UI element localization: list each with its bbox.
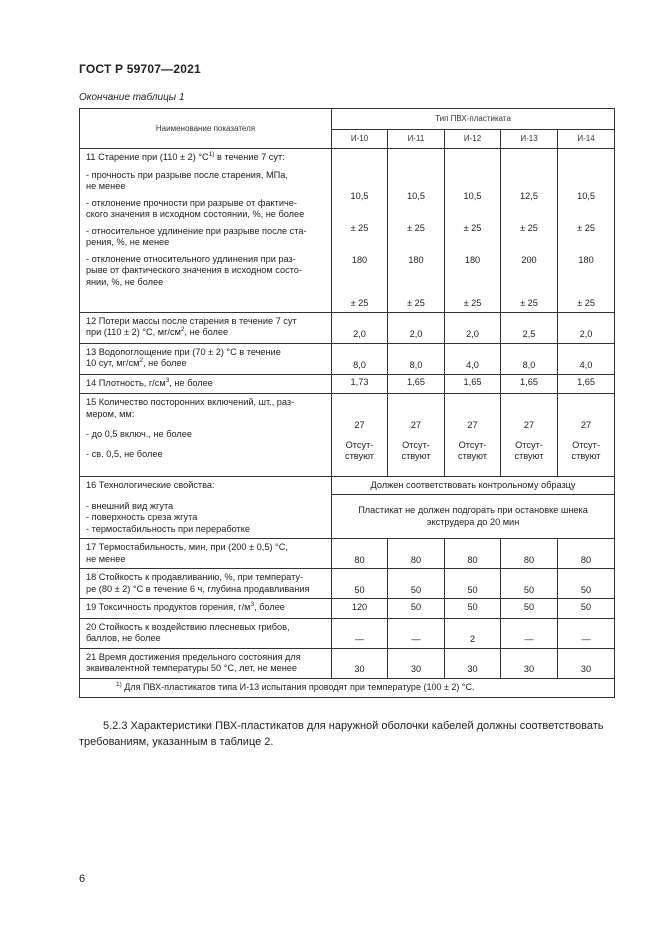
- aging-values: [388, 149, 445, 313]
- row-text: ского значения в исходном состоянии, %, не более: [86, 209, 305, 219]
- cell-value: 8,0: [332, 343, 388, 374]
- spanning-value: Должен соответствовать контрольному образцу: [332, 476, 615, 495]
- cell-value: 1,65: [558, 374, 615, 394]
- row-text: - термостабильность при переработке: [86, 523, 250, 534]
- cell-value: 80: [445, 539, 501, 569]
- paragraph-line: 5.2.3 Характеристики ПВХ-пластикатов для наружной оболочки кабелей должны соответствовать: [103, 720, 604, 732]
- row-text: 13 Водопоглощение при (70 ± 2) °С в течение: [86, 346, 281, 357]
- cell-value: ± 25: [577, 298, 595, 308]
- table-row: [80, 599, 615, 619]
- row-text: 16 Технологические свойства:: [86, 479, 215, 490]
- superscript: 3: [250, 601, 255, 608]
- row-text: , не более: [169, 377, 213, 388]
- table-row: [80, 394, 615, 477]
- cell-value: 27: [523, 420, 535, 430]
- row-text: рения, %, не менее: [86, 237, 170, 247]
- cell-value: ± 25: [407, 298, 425, 308]
- cell-value: Отсут-: [345, 439, 374, 450]
- footnote-marker: 1): [208, 151, 215, 158]
- cell-value: 2,5: [501, 312, 558, 343]
- cell-value: 27: [354, 420, 365, 430]
- column-header: И-14: [558, 130, 615, 149]
- cell-value: 4,0: [445, 343, 501, 374]
- column-header: И-13: [501, 130, 558, 149]
- row-text: Пластикат не должен подгорать при остановке шнека: [358, 505, 588, 515]
- cell-value: 80: [501, 539, 558, 569]
- cell-value: 8,0: [388, 343, 445, 374]
- row-text: - внешний вид жгута: [86, 500, 174, 511]
- cell-value: 50: [388, 599, 445, 619]
- row-text: , не более: [143, 358, 187, 368]
- cell-value: 80: [558, 539, 615, 569]
- cell-value: 180: [578, 254, 594, 265]
- table-row: [80, 495, 615, 539]
- row-text: , более: [254, 602, 285, 612]
- cell-value: 27: [467, 420, 478, 430]
- row-text: - до 0,5 включ., не более: [86, 429, 192, 439]
- row-label: [80, 495, 332, 539]
- inclusions-values: [388, 394, 445, 477]
- row-text: - отклонение прочности при разрыве от фактиче-: [86, 197, 297, 208]
- table-row: [80, 374, 615, 394]
- cell-value: 30: [501, 648, 558, 678]
- row-text: 12 Потери массы после старения в течение 7 сут: [86, 315, 297, 326]
- inclusions-values: [558, 394, 615, 477]
- cell-value: 200: [521, 254, 537, 265]
- cell-value: ствуют: [401, 451, 431, 461]
- row-label: [80, 599, 332, 619]
- cell-value: Отсут-: [572, 439, 600, 450]
- row-text: 19 Токсичность продуктов горения, г/м: [86, 602, 251, 612]
- table-footnote: [80, 678, 615, 698]
- cell-value: 80: [332, 539, 388, 569]
- cell-value: 180: [408, 254, 424, 265]
- cell-value: 50: [445, 569, 501, 599]
- cell-value: 180: [351, 254, 368, 265]
- cell-value: —: [332, 618, 388, 648]
- paragraph-line: требованиям, указанным в таблице 2.: [79, 736, 274, 748]
- footnote-text: Для ПВХ-пластикатов типа И-13 испытания проводят при температуре (100 ± 2) °С.: [121, 681, 475, 692]
- cell-value: 2,0: [558, 312, 615, 343]
- cell-value: ± 25: [407, 222, 425, 233]
- cell-value: ствуют: [458, 451, 487, 461]
- cell-value: 27: [580, 420, 592, 430]
- cell-value: 180: [464, 254, 481, 265]
- row-text: 17 Термостабильность, мин, при (200 ± 0,5) °С,: [86, 542, 288, 552]
- row-text: не менее: [86, 181, 126, 191]
- spanning-value: [332, 495, 615, 539]
- properties-table: [79, 108, 615, 698]
- name-column-header: Наименование показателя: [80, 109, 332, 149]
- row-text: баллов, не более: [86, 633, 161, 643]
- row-text: янии, %, не более: [86, 276, 164, 287]
- body-paragraph: [79, 718, 616, 750]
- table-caption: Окончание таблицы 1: [79, 92, 185, 103]
- cell-value: 1,65: [445, 374, 501, 394]
- aging-values: [445, 149, 501, 313]
- document-code: ГОСТ Р 59707—2021: [79, 62, 201, 76]
- row-label: [80, 374, 332, 394]
- row-text: экструдера до 20 мин: [426, 516, 520, 527]
- cell-value: ± 25: [520, 298, 538, 308]
- row-text: 18 Стойкость к продавливанию, %, при температу-: [86, 572, 304, 582]
- cell-value: 30: [388, 648, 445, 678]
- row-label: [80, 569, 332, 599]
- row-text: 20 Стойкость к воздействию плесневых грибов,: [86, 621, 290, 632]
- cell-value: 1,65: [501, 374, 558, 394]
- cell-value: 2: [445, 618, 501, 648]
- cell-value: 30: [332, 648, 388, 678]
- row-text: не менее: [86, 553, 126, 564]
- cell-value: ± 25: [520, 222, 538, 233]
- column-header: И-11: [388, 130, 445, 149]
- table-row: [80, 149, 615, 313]
- column-header: И-12: [445, 130, 501, 149]
- cell-value: 2,0: [445, 312, 501, 343]
- cell-value: 50: [332, 569, 388, 599]
- cell-value: Отсут-: [458, 439, 487, 450]
- superscript: 2: [180, 326, 185, 333]
- cell-value: 2,0: [332, 312, 388, 343]
- row-label: [80, 394, 332, 477]
- table-row: [80, 343, 615, 374]
- row-label: [80, 618, 332, 648]
- row-text: - прочность при разрыве после старения, МПа,: [86, 169, 288, 180]
- inclusions-values: [501, 394, 558, 477]
- row-text: , не более: [184, 327, 229, 337]
- column-header: И-10: [332, 130, 388, 149]
- table-row: [80, 618, 615, 648]
- table-row: [80, 539, 615, 569]
- inclusions-values: [445, 394, 501, 477]
- row-label: [80, 476, 332, 495]
- row-text: при (110 ± 2) °С, мг/см: [86, 327, 181, 337]
- row-text: эквивалентной температуры 50 °С, лет, не менее: [86, 663, 298, 673]
- aging-values: [558, 149, 615, 313]
- inclusions-values: [332, 394, 388, 477]
- cell-value: ствуют: [571, 451, 601, 461]
- aging-values: [501, 149, 558, 313]
- type-column-header: Тип ПВХ-пластиката: [332, 109, 615, 130]
- row-text: 21 Время достижения предельного состояния для: [86, 651, 301, 662]
- aging-title-tail: в течение 7 сут:: [214, 152, 285, 162]
- row-text: - св. 0,5, не более: [86, 448, 163, 459]
- table-row: [80, 648, 615, 678]
- cell-value: 50: [388, 569, 445, 599]
- row-label: [80, 539, 332, 569]
- cell-value: 4,0: [558, 343, 615, 374]
- cell-value: 50: [558, 569, 615, 599]
- cell-value: Отсут-: [515, 439, 543, 450]
- superscript: 3: [165, 376, 170, 384]
- row-text: 15 Количество посторонних включений, шт., раз-: [86, 397, 295, 407]
- cell-value: ± 25: [577, 222, 595, 233]
- cell-value: 30: [445, 648, 501, 678]
- cell-value: —: [558, 618, 615, 648]
- row-text: - отклонение относительного удлинения при раз-: [86, 253, 296, 264]
- row-text: 14 Плотность, г/см: [86, 377, 166, 388]
- footnote-marker: 1): [116, 680, 122, 688]
- cell-value: 120: [332, 599, 388, 619]
- cell-value: 2,0: [388, 312, 445, 343]
- cell-value: —: [501, 618, 558, 648]
- row-text: мером, мм:: [86, 408, 135, 419]
- table-row: [80, 312, 615, 343]
- cell-value: ± 25: [463, 222, 482, 233]
- cell-value: ± 25: [350, 298, 369, 308]
- cell-value: ± 25: [463, 298, 482, 308]
- cell-value: 27: [410, 420, 422, 430]
- table-row: [80, 476, 615, 495]
- row-label: [80, 149, 332, 313]
- row-label: [80, 648, 332, 678]
- aging-values: [332, 149, 388, 313]
- cell-value: 30: [558, 648, 615, 678]
- cell-value: 10,5: [407, 190, 425, 201]
- cell-value: 50: [501, 599, 558, 619]
- cell-value: ± 25: [350, 222, 369, 233]
- table-footnote-row: [80, 678, 615, 698]
- cell-value: 50: [501, 569, 558, 599]
- cell-value: ствуют: [345, 451, 374, 461]
- aging-title: 11 Старение при (110 ± 2) °С: [86, 152, 209, 162]
- cell-value: 10,5: [350, 190, 369, 201]
- row-text: рыве от фактического значения в исходном состо-: [86, 265, 302, 275]
- cell-value: 1,73: [332, 374, 388, 394]
- superscript: 2: [139, 357, 144, 364]
- cell-value: ствуют: [514, 451, 544, 461]
- row-text: 10 сут, мг/см: [86, 358, 140, 368]
- cell-value: Отсут-: [402, 439, 430, 450]
- page-number: 6: [79, 873, 86, 885]
- row-label: [80, 343, 332, 374]
- table-row: [80, 569, 615, 599]
- cell-value: 1,65: [388, 374, 445, 394]
- row-label: [80, 312, 332, 343]
- row-text: - поверхность среза жгута: [86, 512, 198, 522]
- cell-value: 8,0: [501, 343, 558, 374]
- cell-value: —: [388, 618, 445, 648]
- cell-value: 12,5: [520, 190, 538, 201]
- cell-value: 10,5: [463, 190, 482, 201]
- cell-value: 50: [445, 599, 501, 619]
- cell-value: 50: [558, 599, 615, 619]
- cell-value: 10,5: [577, 190, 595, 201]
- cell-value: 80: [388, 539, 445, 569]
- row-text: ре (80 ± 2) °С в течение 6 ч, глубина продавливания: [86, 583, 310, 594]
- row-text: - относительное удлинение при разрыве после ста-: [86, 225, 307, 236]
